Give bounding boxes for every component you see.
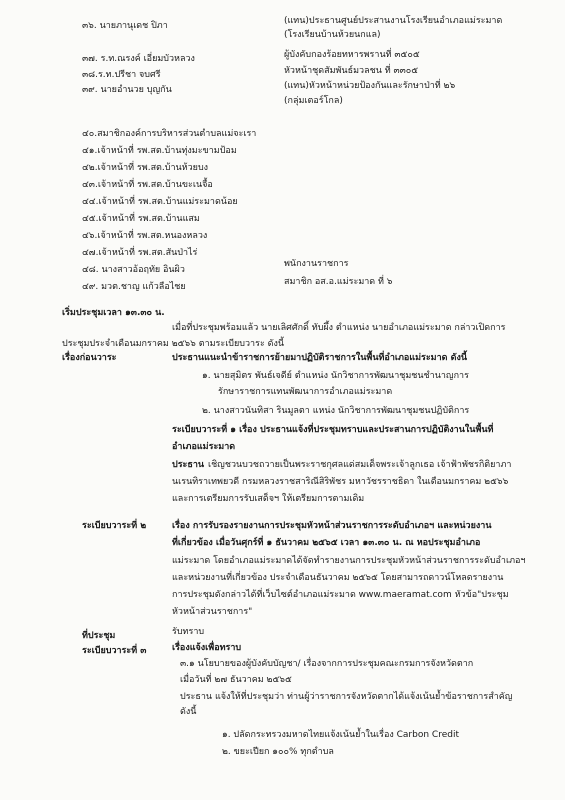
agenda-2-text: ที่เกี่ยวข้อง เมื่อวันศุกร์ที่ ๑ ธันวาคม ๒๕๖๕ เวลา ๑๓.๓๐ น. ณ หอประชุมอำเภอ bbox=[172, 538, 481, 548]
attendee-role: (แทน)ประธานศูนย์ประสานงานโรงเรียนอำเภอแม่ระมาด bbox=[284, 16, 503, 26]
agenda-2-text: การประชุมดังกล่าวได้ที่เว็บไซต์อำเภอแม่ระมาด www.maeramat.com หัวข้อ"ประชุม bbox=[172, 590, 509, 600]
official-item: ๔๕.เจ้าหน้าที่ รพ.สต.บ้านแสม bbox=[82, 214, 200, 224]
before-agenda-item: ๑. นายสุมิตร พันธ์เจดีย์ ตำแหน่ง นักวิชาการพัฒนาชุมชนชำนาญการ bbox=[202, 371, 469, 381]
agenda-1-text: นเรนทิราเทพยวดี กรมหลวงราชสาริณีสิริพัชร มหาวัชรราชธิดา ในเดือนมกราคม ๒๕๖๖ bbox=[172, 477, 509, 487]
agenda-3-sub: ๓.๑ นโยบายของผู้บังคับบัญชา/ เรื่องจากการประชุมคณะกรมการจังหวัดตาก bbox=[180, 659, 474, 669]
attendee-name: ๓๖. นายภานุเดช ปิภา bbox=[82, 21, 168, 31]
official-item: ๔๖.เจ้าหน้าที่ รพ.สต.หนองหลวง bbox=[82, 231, 208, 241]
official-item: ๔๗.เจ้าหน้าที่ รพ.สต.สันป่าไร่ bbox=[82, 248, 198, 258]
agenda-3-point: ๒. ขยะเปียก ๑๐๐% ทุกตำบล bbox=[222, 747, 334, 757]
attendee-role: (แทน)หัวหน้าหน่วยป้องกันและรักษาป่าที่ ๒๖ bbox=[284, 81, 456, 91]
attendee-name: ๓๙. นายอำนวย บุญกัน bbox=[82, 85, 172, 95]
resolution-value: รับทราบ bbox=[172, 627, 205, 637]
agenda-1-lead: ประธาน bbox=[172, 460, 205, 470]
agenda-3-lead: ประธาน แจ้งให้ที่ประชุมว่า ท่านผู้ว่าราชการจังหวัดตากได้แจ้งเน้นย้ำข้อราชการสำคัญ bbox=[180, 692, 513, 702]
before-agenda-item: ๒. นางสาวนันทิสา รินมูลตา แหน่ง นักวิชาการพัฒนาชุมชนปฏิบัติการ bbox=[202, 406, 470, 416]
agenda-2-text: และหน่วยงานที่เกี่ยวข้อง ประจำเดือนธันวาคม ๒๕๖๕ โดยสามารถดาวน์โหลดรายงาน bbox=[172, 573, 504, 583]
opening-label: เริ่มประชุมเวลา ๑๓.๓๐ น. bbox=[62, 308, 165, 318]
official-item: ๔๒.เจ้าหน้าที่ รพ.สต.บ้านห้วยบง bbox=[82, 163, 209, 173]
agenda-1-title: อำเภอแม่ระมาด bbox=[172, 442, 236, 452]
agenda-1-text: และการเตรียมการรับเสด็จฯ ให้เตรียมการตามเดิม bbox=[172, 494, 365, 504]
resolution-label: ที่ประชุม bbox=[82, 631, 116, 641]
attendee-role: (กลุ่มเตอร์โกล) bbox=[284, 96, 343, 106]
agenda-3-lead: ดังนี้ bbox=[180, 707, 197, 717]
official-item: ๔๔.เจ้าหน้าที่ รพ.สต.บ้านแม่ระมาดน้อย bbox=[82, 197, 238, 207]
attendee-role: พนักงานราชการ bbox=[284, 259, 349, 269]
agenda-3-point: ๑. ปลัดกระทรวงมหาดไทยแจ้งเน้นย้ำในเรื่อง Carbon Credit bbox=[222, 730, 459, 740]
attendee-name: ๓๗. ร.ท.ณรงค์ เอี่ยมบัวหลวง bbox=[82, 54, 195, 64]
agenda-2-text: แม่ระมาด โดยอำเภอแม่ระมาดได้จัดทำรายงานการประชุมหัวหน้าส่วนราชการระดับอำเภอฯ bbox=[172, 556, 526, 566]
agenda-1-text: เชิญชวนบวชถวายเป็นพระราชกุศลแด่สมเด็จพระเจ้าลูกเธอ เจ้าฟ้าพัชรกิติยาภา bbox=[208, 460, 512, 470]
official-item: ๔๓.เจ้าหน้าที่ รพ.สต.บ้านขะเนจื้อ bbox=[82, 180, 213, 190]
opening-text: ประชุมประจำเดือนมกราคม ๒๕๖๖ ตามระเบียบวาระ ดังนี้ bbox=[62, 339, 285, 349]
agenda-3-title: เรื่องแจ้งเพื่อทราบ bbox=[172, 643, 242, 653]
agenda-3-sub: เมื่อวันที่ ๒๗ ธันวาคม ๒๕๖๕ bbox=[180, 675, 292, 685]
attendee-role: ผู้บังคับกองร้อยทหารพรานที่ ๓๕๐๕ bbox=[284, 50, 420, 60]
attendee-role: สมาชิก อส.อ.แม่ระมาด ที่ ๖ bbox=[284, 277, 393, 287]
attendee-name: ๔๘. นางสาวอ้อฤทัย อินผิว bbox=[82, 265, 185, 275]
opening-text: เมื่อที่ประชุมพร้อมแล้ว นายเลิศศักดิ์ ทับผึ้ง ตำแหน่ง นายอำเภอแม่ระมาด กล่าวเปิดการ bbox=[172, 323, 506, 333]
agenda-2-label: ระเบียบวาระที่ ๒ bbox=[82, 521, 147, 531]
before-agenda-label: เรื่องก่อนวาระ bbox=[62, 353, 117, 363]
before-agenda-item: รักษาราชการแทนพัฒนาการอำเภอแม่ระมาด bbox=[218, 387, 393, 397]
official-item: ๔๐.สมาชิกองค์การบริหารส่วนตำบลแม่จะเรา bbox=[82, 129, 257, 139]
agenda-2-text: เรื่อง การรับรองรายงานการประชุมหัวหน้าส่วนราชการระดับอำเภอฯ และหน่วยงาน bbox=[172, 521, 492, 531]
attendee-role: หัวหน้าชุดสัมพันธ์มวลชน ที่ ๓๓๐๕ bbox=[284, 66, 419, 76]
before-agenda-title: ประธานแนะนำข้าราชการย้ายมาปฏิบัติราชการในพื้นที่อำเภอแม่ระมาด ดังนี้ bbox=[172, 353, 468, 363]
attendee-name: ๓๘.ร.ท.ปรีชา จบศรี bbox=[82, 70, 161, 80]
attendee-name: ๔๙. มวต.ชาญ แก้วลือไชย bbox=[82, 282, 186, 292]
agenda-3-label: ระเบียบวาระที่ ๓ bbox=[82, 646, 147, 656]
agenda-2-text: หัวหน้าส่วนราชการ" bbox=[172, 607, 253, 617]
official-item: ๔๑.เจ้าหน้าที่ รพ.สต.บ้านทุ่งมะขามป้อม bbox=[82, 146, 237, 156]
agenda-1-title: ระเบียบวาระที่ ๑ เรื่อง ประธานแจ้งที่ประชุมทราบและประสานการปฏิบัติงานในพื้นที่ bbox=[172, 425, 494, 435]
attendee-role: (โรงเรียนบ้านห้วยนกแล) bbox=[284, 30, 381, 40]
